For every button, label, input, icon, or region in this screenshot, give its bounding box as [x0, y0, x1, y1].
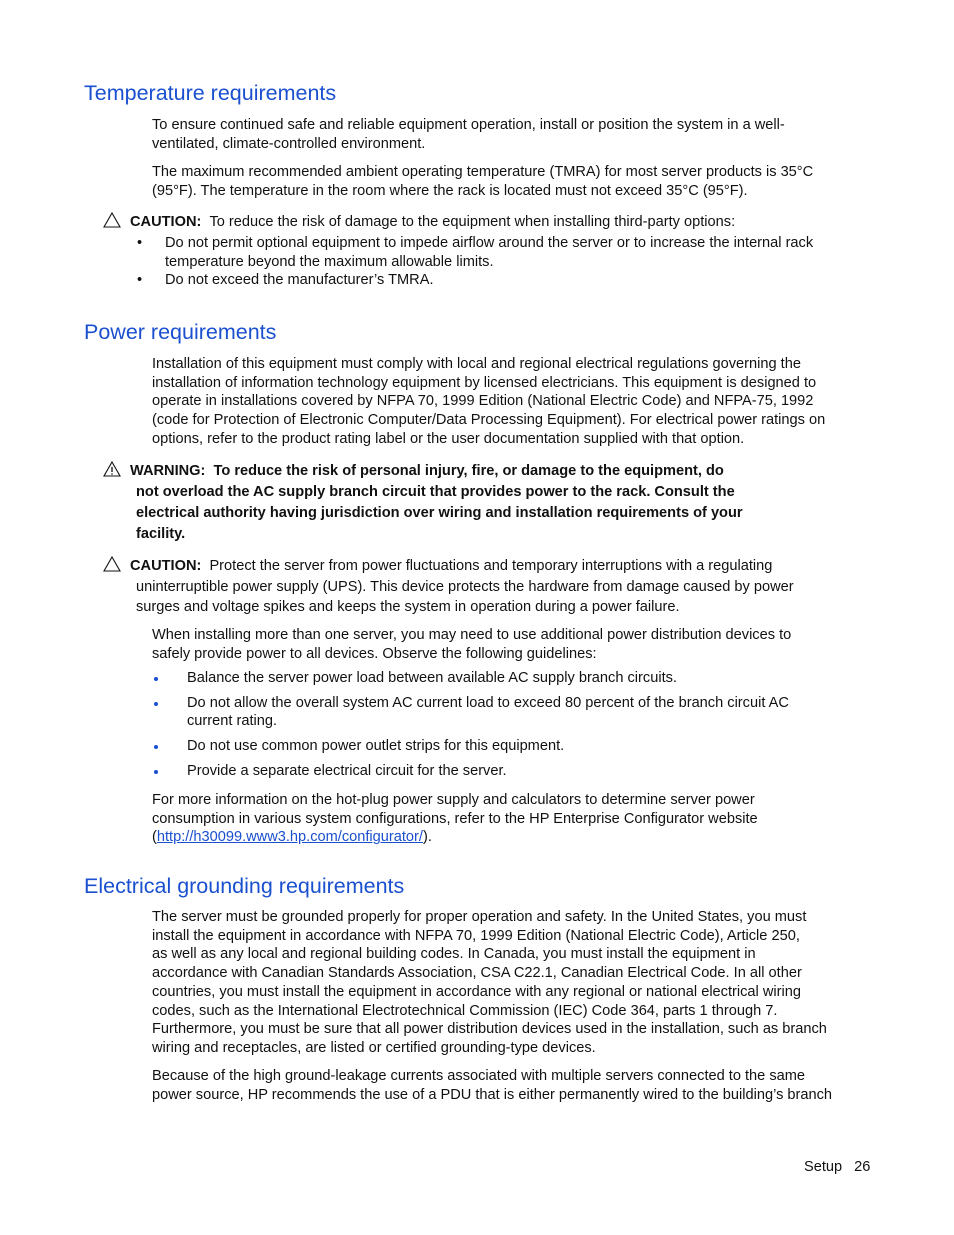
list-item: [152, 762, 789, 781]
warning-text: To reduce the risk of personal injury, fire, or damage to the equipment, do: [213, 463, 724, 479]
warning-label: WARNING:: [130, 463, 206, 479]
list-item: [136, 234, 813, 271]
list-item: [136, 271, 813, 290]
text-line: consumption in various system configurations, refer to the HP Enterprise Configurator website: [152, 810, 758, 827]
caution-icon: [103, 212, 121, 228]
warning-text: facility.: [136, 526, 186, 542]
footer-section-name: Setup: [804, 1159, 843, 1175]
bullet-dot: [154, 677, 158, 681]
temperature-paragraph-2: [152, 163, 870, 200]
power-guidelines-list: [152, 669, 789, 781]
text-line: installation of information technology equipment by licensed electricians. This equipment is designed to: [152, 374, 817, 391]
text-line: Because of the high ground-leakage currents associated with multiple servers connected to the same: [152, 1068, 806, 1084]
page-footer: [804, 1158, 870, 1177]
text-line: power source, HP recommends the use of a PDU that is either permanently wired to the building’s branch: [152, 1086, 833, 1103]
caution-label: CAUTION:: [130, 214, 202, 230]
text-line: [152, 828, 870, 847]
text-line: codes, such as the International Electrotechnical Commission (IEC) Code 364, parts 1 through 7.: [152, 1002, 778, 1019]
warning-icon: [103, 461, 121, 477]
text-line: options, refer to the product rating label or the user documentation supplied with that option.: [152, 430, 745, 447]
bullet-dot: [154, 702, 158, 706]
bullet-mark: •: [137, 272, 143, 289]
text-line: Do not use common power outlet strips for this equipment.: [187, 738, 565, 755]
caution-text: Protect the server from power fluctuations and temporary interruptions with a regulating: [209, 558, 773, 574]
text-line: Do not permit optional equipment to impede airflow around the server or to increase the internal rack: [165, 235, 814, 251]
paren-open: (: [152, 829, 157, 846]
caution-icon: [103, 556, 121, 572]
text-line: as well as any local and regional building codes. In Canada, you must install the equipment in: [152, 946, 756, 963]
text-line: The maximum recommended ambient operating temperature (TMRA) for most server products is 35°C: [152, 164, 814, 180]
temperature-caution: [103, 212, 863, 232]
list-item: [152, 669, 789, 688]
power-paragraph-3: [152, 791, 870, 847]
power-paragraph-2: [152, 626, 870, 663]
list-item: [152, 694, 789, 731]
warning-text: not overload the AC supply branch circuit that provides power to the rack. Consult the: [136, 484, 735, 500]
bullet-mark: •: [137, 235, 143, 251]
text-line: Do not allow the overall system AC current load to exceed 80 percent of the branch circuit AC: [187, 694, 789, 711]
bullet-dot: [154, 770, 158, 774]
text-line: Balance the server power load between available AC supply branch circuits.: [187, 670, 677, 686]
text-line: ventilated, climate-controlled environment.: [152, 135, 426, 152]
temperature-paragraph-1: [152, 116, 870, 153]
text-line: operate in installations covered by NFPA 70, 1999 Edition (National Electric Code) and NFPA-75, 1992: [152, 393, 814, 410]
text-line: wiring and receptacles, are listed or certified grounding-type devices.: [152, 1039, 596, 1056]
grounding-paragraph-1: [152, 908, 870, 1058]
power-caution: [103, 556, 863, 618]
text-line: The server must be grounded properly for proper operation and safety. In the United States, you must: [152, 909, 807, 925]
text-line: Provide a separate electrical circuit for the server.: [187, 762, 507, 779]
power-warning: [103, 461, 863, 545]
text-line: current rating.: [187, 713, 278, 730]
text-line: To ensure continued safe and reliable equipment operation, install or position the system in a well-: [152, 117, 785, 133]
page-number: 26: [854, 1159, 871, 1175]
caution-label: CAUTION:: [130, 558, 202, 574]
text-line: When installing more than one server, you may need to use additional power distribution devices to: [152, 627, 792, 643]
power-paragraph-1: [152, 355, 870, 449]
text-line: Installation of this equipment must comply with local and regional electrical regulations governing the: [152, 356, 801, 372]
paren-close: ).: [422, 829, 432, 846]
grounding-paragraph-2: [152, 1067, 870, 1104]
list-item: [152, 737, 789, 756]
text-line: Do not exceed the manufacturer’s TMRA.: [165, 272, 434, 289]
bullet-dot: [154, 745, 158, 749]
text-line: safely provide power to all devices. Observe the following guidelines:: [152, 645, 597, 662]
heading-temperature-requirements: Temperature requirements: [84, 81, 337, 105]
text-line: (code for Protection of Electronic Computer/Data Processing Equipment). For electrical power ratings on: [152, 412, 826, 429]
caution-text: surges and voltage spikes and keeps the system in operation during a power failure.: [136, 599, 680, 615]
text-line: install the equipment in accordance with NFPA 70, 1999 Edition (National Electric Code), Article 250,: [152, 927, 800, 944]
temperature-caution-list: [136, 234, 813, 290]
heading-electrical-grounding-requirements: Electrical grounding requirements: [84, 874, 405, 898]
warning-text: electrical authority having jurisdiction over wiring and installation requirements of your: [136, 505, 743, 521]
text-line: countries, you must install the equipment in accordance with any regional or national electrical wiring: [152, 983, 801, 1000]
text-line: Furthermore, you must be sure that all power distribution devices used in the installation, such as branch: [152, 1021, 827, 1038]
heading-power-requirements: Power requirements: [84, 320, 277, 344]
text-line: accordance with Canadian Standards Association, CSA C22.1, Canadian Electrical Code. In all other: [152, 965, 802, 982]
configurator-link[interactable]: http://h30099.www3.hp.com/configurator/: [156, 829, 423, 846]
text-line: (95°F). The temperature in the room where the rack is located must not exceed 35°C (95°F).: [152, 182, 748, 199]
caution-text: To reduce the risk of damage to the equipment when installing third-party options:: [209, 214, 736, 230]
text-line: temperature beyond the maximum allowable limits.: [165, 253, 494, 270]
text-line: For more information on the hot-plug power supply and calculators to determine server power: [152, 792, 755, 808]
caution-text: uninterruptible power supply (UPS). This device protects the hardware from damage caused by power: [136, 578, 794, 595]
